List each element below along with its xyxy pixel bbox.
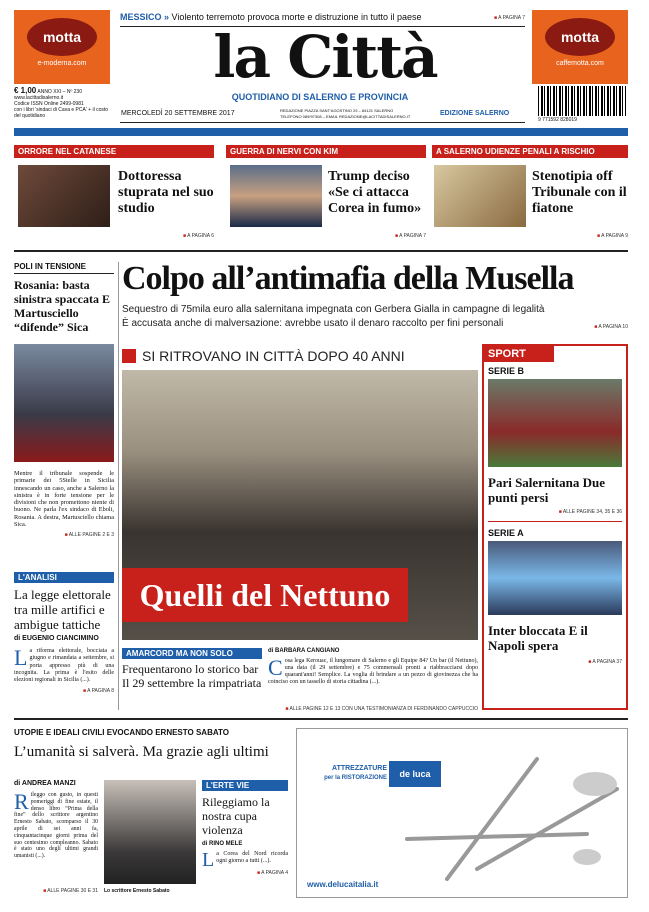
main-page: ■ A PAGINA 10 xyxy=(560,324,628,330)
feature-title: Quelli del Nettuno xyxy=(122,568,408,622)
amarcord[interactable] xyxy=(122,648,262,690)
story-body: Mentre il tribunale sospende le primarie dei 5Stelle in Sicilia innescando un caso, anche a Salerno la sinistra è in forte tensione per le divisioni che non promettono niente di buono. Ne parla l'ex sindaco di Eboli, Rosania. A destra, Martusciello chiama Sica. xyxy=(14,470,114,529)
analisi[interactable] xyxy=(14,572,114,694)
analisi-body xyxy=(14,645,114,684)
bottom-body xyxy=(14,789,98,860)
sport-box[interactable] xyxy=(482,344,628,710)
ad-brand-logo: de luca xyxy=(389,761,441,787)
feature-page: ■ ALLE PAGINE 12 E 13 CON UNA TESTIMONIANZA DI FERDINANDO CAPPUCCIO xyxy=(268,706,478,712)
edition: EDIZIONE SALERNO xyxy=(440,110,510,117)
top-story-2[interactable] xyxy=(226,145,426,241)
ad-left[interactable] xyxy=(14,10,110,84)
story-page: ■ A PAGINA 6 xyxy=(183,233,214,239)
story-tag: ORRORE NEL CATANESE xyxy=(14,145,214,158)
motta-logo-right xyxy=(545,18,615,56)
ticker-page: ■ A PAGINA 7 xyxy=(494,15,525,21)
dropcap: R xyxy=(14,789,29,814)
ad-site: e-moderna.com xyxy=(37,60,87,67)
serie-b-label: SERIE B xyxy=(488,366,525,376)
analisi-headline: La legge elettorale tra mille artifici e ambigue tattiche xyxy=(14,587,111,632)
story-photo xyxy=(434,165,526,227)
bottom-byline: di ANDREA MANZI xyxy=(14,780,76,787)
ad-site[interactable]: www.delucaitalia.it xyxy=(307,880,379,889)
story-headline: Trump deciso «Se ci attacca Corea in fumo» xyxy=(328,169,422,216)
dropcap: L xyxy=(14,645,28,670)
story-kicker: POLI IN TENSIONE xyxy=(14,262,114,274)
erte-kicker: L'ERTE VIE xyxy=(202,780,288,791)
serie-a-page: ■ A PAGINA 37 xyxy=(488,659,622,665)
story-photo xyxy=(230,165,322,227)
issue: ANNO XXI – Nº 230 xyxy=(37,89,82,95)
ad-line2: per la RISTORAZIONE xyxy=(324,775,387,781)
erte-headline: Rileggiamo la nostra cupa violenza xyxy=(202,795,270,837)
main-deck-2: È accusata anche di malversazione: avrebbe usato il denaro raccolto per fini personali xyxy=(122,318,504,329)
column-rule xyxy=(118,262,119,710)
main-headline[interactable]: Colpo all’antimafia della Musella xyxy=(122,260,574,297)
top-story-3[interactable] xyxy=(432,145,628,241)
serie-a-label: SERIE A xyxy=(488,528,524,538)
story-tag: GUERRA DI NERVI CON KIM xyxy=(226,145,426,158)
masthead-subtitle: QUOTIDIANO DI SALERNO E PROVINCIA xyxy=(231,92,409,102)
erte-byline: di RINO MELE xyxy=(202,841,243,847)
story-headline: Stenotipia off Tribunale con il fiatone xyxy=(532,169,627,216)
issn: Codice ISSN Online 2499-0981 xyxy=(14,101,84,107)
masthead-tel: TELEFONO 089/97308 – EMAIL REDAZIONE@LACITTADISALERNO.IT xyxy=(280,114,411,119)
sport-label: SPORT xyxy=(484,346,554,362)
serie-b-photo xyxy=(488,379,622,467)
motta-logo-left xyxy=(27,18,97,56)
ad-site: caffemotta.com xyxy=(556,60,604,67)
feature-kicker-text: SI RITROVANO IN CITTÀ DOPO 40 ANNI xyxy=(142,348,405,364)
serie-a-headline: Inter bloccata E il Napoli spera xyxy=(488,623,588,653)
rosania-photo xyxy=(14,344,114,462)
story-photo xyxy=(18,165,110,227)
divider xyxy=(120,122,525,123)
serie-a-photo xyxy=(488,541,622,615)
website[interactable]: www.lacittadisalerno.it xyxy=(14,95,64,101)
serie-b-page: ■ ALLE PAGINE 34, 35 E 36 xyxy=(488,509,622,515)
masthead-redazione: REDAZIONE PIAZZA SANT'AGOSTINO 29 – 84121 SALERNO xyxy=(280,108,394,113)
bottom-headline: L’umanità si salverà. Ma grazie agli ultimi xyxy=(14,744,269,760)
divider xyxy=(14,718,628,720)
feature-photo[interactable] xyxy=(122,370,478,640)
red-square xyxy=(122,349,136,363)
ticker-text: Violento terremoto provoca morte e distruzione in tutto il paese xyxy=(171,12,422,22)
story-page: ■ A PAGINA 9 xyxy=(597,233,628,239)
analisi-byline: di EUGENIO CIANCIMINO xyxy=(14,635,99,642)
divider xyxy=(14,250,628,252)
erte-page: ■ A PAGINA 4 xyxy=(202,870,288,876)
bottom-kicker: UTOPIE E IDEALI CIVILI EVOCANDO ERNESTO SABATO xyxy=(14,728,229,737)
story-page: ■ ALLE PAGINE 2 E 3 xyxy=(14,532,114,538)
ticker[interactable]: MESSICO » Violento terremoto provoca morte e distruzione in tutto il paese ■ A PAGINA 7 xyxy=(120,12,525,22)
left-story[interactable] xyxy=(14,262,114,538)
divider xyxy=(488,521,622,522)
ticker-label: MESSICO xyxy=(120,12,162,22)
dropcap: L xyxy=(202,849,215,871)
story-headline: Dottoressa stuprata nel suo studio xyxy=(118,169,214,216)
masthead-date: MERCOLEDÌ 20 SETTEMBRE 2017 xyxy=(121,110,235,117)
analisi-kicker: L'ANALISI xyxy=(14,572,114,583)
barcode-number: 9 771592 828019 xyxy=(538,117,577,123)
bottom-page: ■ ALLE PAGINE 30 E 31 xyxy=(14,888,98,894)
sabato-photo xyxy=(104,780,196,884)
erte-text: a Corea del Nord ricorda ogni giorno a tutti (...). xyxy=(216,851,288,865)
barcode xyxy=(538,86,626,116)
ad-bottom[interactable] xyxy=(296,728,628,898)
bottom-story[interactable] xyxy=(14,728,290,761)
analisi-text: a riforma elettorale, bocciata a giugno e rimandata a settembre, si porta appresso più di una incognita. La prima è l'esito delle elezioni regionali in Sicilia (...). xyxy=(14,648,114,684)
masthead-title: la Città xyxy=(213,23,437,91)
erte-story[interactable] xyxy=(202,780,288,876)
main-deck-1: Sequestro di 75mila euro alla salernitana impegnata con Gerbera Gialla in campagne di legalità xyxy=(122,304,545,315)
serie-b-headline: Pari Salernitana Due punti persi xyxy=(488,475,605,505)
story-page: ■ A PAGINA 7 xyxy=(395,233,426,239)
price: € 1,00 xyxy=(14,86,37,95)
ad-line1: ATTREZZATURE xyxy=(332,765,387,772)
feature-text: osa lega Kerouac, il lungomare di Salerno e gli Equipe 84? Un bar (il Nettuno), una data (il 29 settembre) e 75 commensali pronti a riabbracciarsi dopo quarant'anni! Semplice. La voglia di brindare a un pezzo di giovinezza che ha coinciso con un tassello di storia cittadina (...). xyxy=(268,658,478,685)
feature-kicker xyxy=(122,346,478,366)
blue-band xyxy=(14,128,628,136)
analisi-page: ■ A PAGINA 8 xyxy=(14,688,114,694)
bottom-text: ileggo con gusto, in questi pomeriggi di fine estate, il denso libro “Prima della fine” dello scrittore argentino Ernesto Sabato, scomparso il 30 aprile di sei anni fa, cinquantacinque giorni prima del suo centesimo compleanno. Sabato è stato uno degli ultimi grandi umanisti (...). xyxy=(14,792,98,860)
promo: con i libri 'sindaci di Cava e PCA' + il costo del quotidiano xyxy=(14,107,109,119)
amarcord-kicker: AMARCORD MA NON SOLO xyxy=(122,648,262,659)
amarcord-headline: Frequentarono lo storico bar Il 29 settembre la rimpatriata xyxy=(122,662,262,690)
feature-byline: di BARBARA CANGIANO xyxy=(268,648,340,654)
brand: motta xyxy=(42,29,82,45)
sabato-caption: Lo scrittore Ernesto Sabato xyxy=(104,888,170,894)
feature-body xyxy=(268,655,478,686)
erte-body xyxy=(202,849,288,871)
top-story-1[interactable] xyxy=(14,145,214,241)
price-box xyxy=(14,88,112,119)
story-headline: Rosania: basta sinistra spaccata E Martusciello “difende” Sica xyxy=(14,278,110,334)
cutlery-icon xyxy=(387,739,627,889)
story-tag: A SALERNO UDIENZE PENALI A RISCHIO xyxy=(432,145,628,158)
brand: motta xyxy=(560,29,600,45)
dropcap: C xyxy=(268,655,283,680)
feature-article[interactable] xyxy=(268,648,478,686)
ad-right[interactable] xyxy=(532,10,628,84)
